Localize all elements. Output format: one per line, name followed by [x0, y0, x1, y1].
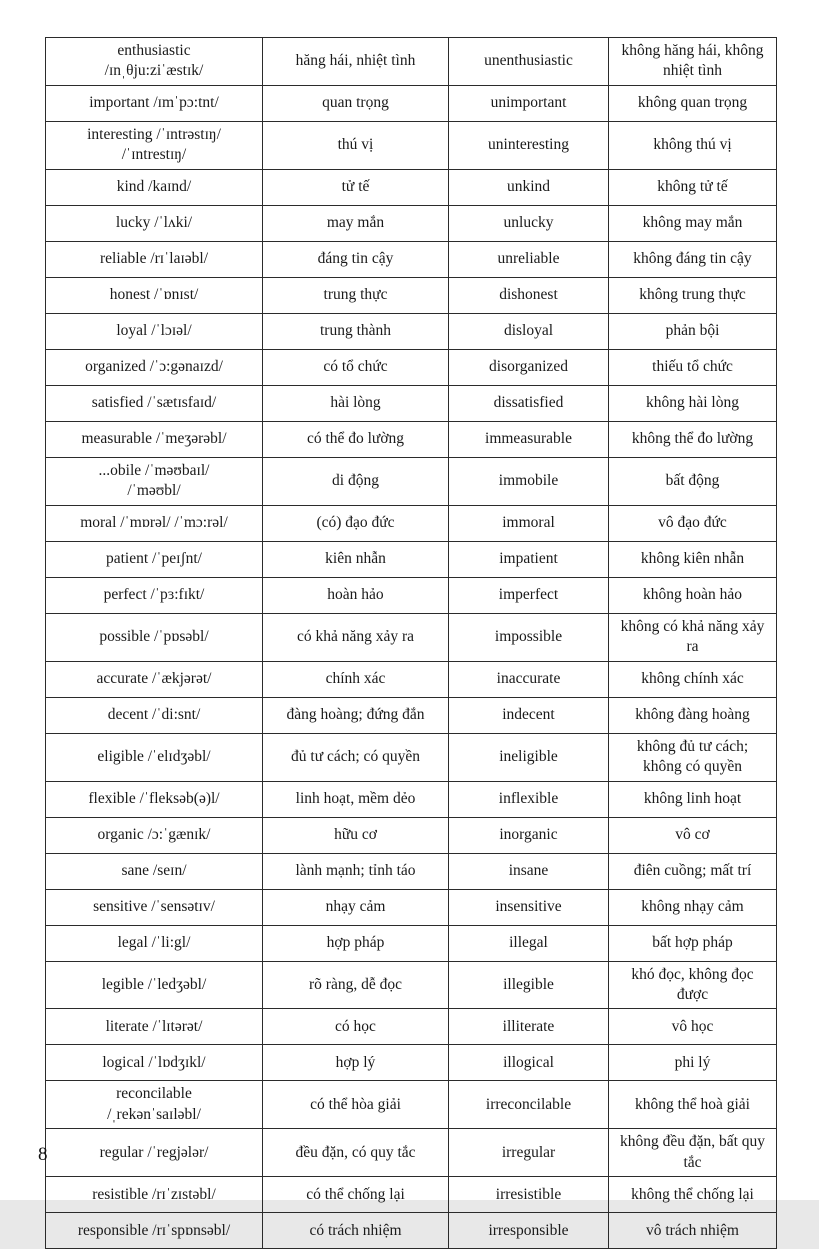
word-cell [46, 385, 263, 421]
word-line: responsible /rɪˈspɒnsəbl/ [77, 1221, 231, 1239]
meaning-cell: lành mạnh; tỉnh táo [263, 853, 449, 889]
meaning-cell: hăng hái, nhiệt tình [263, 38, 449, 86]
negative-meaning-cell: điên cuồng; mất trí [609, 853, 777, 889]
negative-cell: dissatisfied [449, 385, 609, 421]
negative-cell: insensitive [449, 889, 609, 925]
negative-cell: irresponsible [449, 1213, 609, 1249]
negative-cell: insane [449, 853, 609, 889]
meaning-cell: có thể chống lại [263, 1177, 449, 1213]
negative-meaning-cell: không tử tế [609, 169, 777, 205]
negative-meaning-cell: khó đọc, không đọc được [609, 961, 777, 1009]
word-cell [46, 1213, 263, 1249]
word-cell [46, 241, 263, 277]
word-cell [46, 889, 263, 925]
negative-meaning-cell: không đủ tư cách; không có quyền [609, 733, 777, 781]
word-cell [46, 733, 263, 781]
word-cell [46, 205, 263, 241]
word-line: reliable /rɪˈlaɪəbl/ [99, 250, 208, 268]
table-row [46, 421, 777, 457]
meaning-cell: đủ tư cách; có quyền [263, 733, 449, 781]
word-line: /ˈməʊbl/ [127, 482, 181, 500]
meaning-cell: có học [263, 1009, 449, 1045]
meaning-cell: đều đặn, có quy tắc [263, 1129, 449, 1177]
table-row [46, 505, 777, 541]
negative-cell: unkind [449, 169, 609, 205]
word-line: enthusiastic [117, 42, 191, 59]
meaning-cell: trung thành [263, 313, 449, 349]
negative-cell: disorganized [449, 349, 609, 385]
negative-cell: irresistible [449, 1177, 609, 1213]
table-row [46, 661, 777, 697]
negative-cell: illiterate [449, 1009, 609, 1045]
table-row [46, 169, 777, 205]
word-line: lucky /ˈlʌki/ [115, 214, 193, 232]
word-line: legible /ˈledʒəbl/ [101, 975, 207, 993]
word-line: ...obile /ˈməʊbaɪl/ [98, 461, 210, 479]
negative-cell: dishonest [449, 277, 609, 313]
meaning-cell: tử tế [263, 169, 449, 205]
negative-meaning-cell: không thú vị [609, 121, 777, 169]
meaning-cell: đáng tin cậy [263, 241, 449, 277]
meaning-cell: quan trọng [263, 85, 449, 121]
word-cell [46, 781, 263, 817]
meaning-cell: rõ ràng, dễ đọc [263, 961, 449, 1009]
negative-cell: imperfect [449, 577, 609, 613]
table-row [46, 541, 777, 577]
word-line: interesting /ˈɪntrəstɪŋ/ [87, 125, 221, 143]
negative-cell: inorganic [449, 817, 609, 853]
negative-meaning-cell: không quan trọng [609, 85, 777, 121]
negative-meaning-cell: không kiên nhẫn [609, 541, 777, 577]
negative-meaning-cell: vô đạo đức [609, 505, 777, 541]
table-row [46, 121, 777, 169]
word-cell [46, 817, 263, 853]
table-row [46, 85, 777, 121]
negative-cell: indecent [449, 697, 609, 733]
negative-meaning-cell: bất động [609, 457, 777, 505]
meaning-cell: đàng hoàng; đứng đắn [263, 697, 449, 733]
negative-meaning-cell: thiếu tổ chức [609, 349, 777, 385]
word-line: honest /ˈɒnɪst/ [109, 286, 199, 304]
negative-meaning-cell: không trung thực [609, 277, 777, 313]
meaning-cell: hợp lý [263, 1045, 449, 1081]
word-cell [46, 313, 263, 349]
table-row [46, 925, 777, 961]
table-row [46, 889, 777, 925]
word-line: possible /ˈpɒsəbl/ [99, 627, 209, 645]
negative-cell: irreconcilable [449, 1081, 609, 1129]
word-line: legal /ˈli:gl/ [117, 933, 191, 951]
word-cell [46, 613, 263, 661]
negative-cell: ineligible [449, 733, 609, 781]
negative-cell: impatient [449, 541, 609, 577]
negative-cell: inaccurate [449, 661, 609, 697]
negative-meaning-cell: không hài lòng [609, 385, 777, 421]
word-line: satisfied /ˈsætɪsfaɪd/ [91, 394, 217, 412]
word-line: decent /ˈdi:snt/ [107, 705, 201, 723]
word-line: perfect /ˈpɜ:fɪkt/ [103, 585, 205, 603]
negative-meaning-cell: không may mắn [609, 205, 777, 241]
table-row [46, 733, 777, 781]
word-line: regular /ˈregjələr/ [99, 1143, 209, 1161]
negative-cell: impossible [449, 613, 609, 661]
negative-meaning-cell: không đàng hoàng [609, 697, 777, 733]
negative-cell: inflexible [449, 781, 609, 817]
word-line: organized /ˈɔ:gənaɪzd/ [85, 358, 223, 376]
word-cell [46, 169, 263, 205]
word-cell [46, 121, 263, 169]
word-cell [46, 925, 263, 961]
table-row [46, 385, 777, 421]
word-cell [46, 697, 263, 733]
vocab-table [45, 37, 777, 1249]
meaning-cell: có tổ chức [263, 349, 449, 385]
negative-cell: illegal [449, 925, 609, 961]
negative-meaning-cell: vô học [609, 1009, 777, 1045]
page-number: 8 [38, 1144, 48, 1165]
negative-meaning-cell: phi lý [609, 1045, 777, 1081]
negative-meaning-cell: không linh hoạt [609, 781, 777, 817]
negative-meaning-cell: phản bội [609, 313, 777, 349]
meaning-cell: trung thực [263, 277, 449, 313]
table-row [46, 313, 777, 349]
negative-meaning-cell: bất hợp pháp [609, 925, 777, 961]
meaning-cell: thú vị [263, 121, 449, 169]
table-row [46, 38, 777, 86]
word-cell [46, 277, 263, 313]
word-line: loyal /ˈlɔɪəl/ [116, 322, 192, 340]
word-line: accurate /ˈækjərət/ [96, 669, 212, 687]
negative-cell: disloyal [449, 313, 609, 349]
table-row [46, 1009, 777, 1045]
negative-cell: irregular [449, 1129, 609, 1177]
word-cell [46, 505, 263, 541]
word-line: literate /ˈlɪtərət/ [105, 1017, 203, 1035]
negative-cell: unlucky [449, 205, 609, 241]
word-line: moral /ˈmɒrəl/ /ˈmɔ:rəl/ [80, 513, 228, 531]
word-line: /ɪnˌθju:ziˈæstɪk/ [104, 62, 204, 80]
word-cell [46, 85, 263, 121]
word-line: /ˌrekənˈsaɪləbl/ [107, 1105, 201, 1123]
negative-meaning-cell: không hoàn hảo [609, 577, 777, 613]
table-row [46, 241, 777, 277]
word-line: logical /ˈlɒdʒɪkl/ [102, 1053, 206, 1071]
negative-cell: unreliable [449, 241, 609, 277]
table-row [46, 577, 777, 613]
word-line: kind /kaɪnd/ [116, 178, 192, 196]
word-line: measurable /ˈmeʒərəbl/ [81, 430, 227, 448]
table-row [46, 781, 777, 817]
word-line: sane /seɪn/ [121, 861, 187, 879]
word-line: flexible /ˈfleksəb(ə)l/ [88, 789, 220, 807]
word-cell [46, 421, 263, 457]
table-row [46, 1045, 777, 1081]
meaning-cell: hữu cơ [263, 817, 449, 853]
negative-cell: unenthusiastic [449, 38, 609, 86]
table-row [46, 1129, 777, 1177]
word-cell [46, 1045, 263, 1081]
meaning-cell: hợp pháp [263, 925, 449, 961]
negative-meaning-cell: không thể đo lường [609, 421, 777, 457]
word-line: eligible /ˈelɪdʒəbl/ [97, 747, 211, 765]
word-cell [46, 38, 263, 86]
negative-meaning-cell: vô cơ [609, 817, 777, 853]
table-row [46, 961, 777, 1009]
negative-meaning-cell: không đều đặn, bất quy tắc [609, 1129, 777, 1177]
word-line: resistible /rɪˈzɪstəbl/ [92, 1185, 216, 1203]
negative-meaning-cell: không có khả năng xảy ra [609, 613, 777, 661]
word-cell [46, 457, 263, 505]
meaning-cell: nhạy cảm [263, 889, 449, 925]
word-cell [46, 1081, 263, 1129]
meaning-cell: có thể hòa giải [263, 1081, 449, 1129]
meaning-cell: hài lòng [263, 385, 449, 421]
negative-cell: illegible [449, 961, 609, 1009]
word-line: /ˈɪntrestɪŋ/ [121, 146, 187, 164]
table-row [46, 697, 777, 733]
meaning-cell: hoàn hảo [263, 577, 449, 613]
table-row [46, 853, 777, 889]
meaning-cell: kiên nhẫn [263, 541, 449, 577]
word-cell [46, 961, 263, 1009]
word-cell [46, 661, 263, 697]
word-line: important /ɪmˈpɔ:tnt/ [89, 94, 219, 112]
table-row [46, 817, 777, 853]
word-cell [46, 577, 263, 613]
meaning-cell: may mắn [263, 205, 449, 241]
word-cell [46, 1009, 263, 1045]
meaning-cell: linh hoạt, mềm dẻo [263, 781, 449, 817]
word-cell [46, 853, 263, 889]
meaning-cell: chính xác [263, 661, 449, 697]
negative-meaning-cell: không nhạy cảm [609, 889, 777, 925]
word-cell [46, 349, 263, 385]
word-line: reconcilable [116, 1085, 192, 1103]
negative-cell: immeasurable [449, 421, 609, 457]
negative-cell: illogical [449, 1045, 609, 1081]
meaning-cell: có thể đo lường [263, 421, 449, 457]
negative-meaning-cell: không thể hoà giải [609, 1081, 777, 1129]
table-row [46, 1081, 777, 1129]
negative-meaning-cell: không thể chống lại [609, 1177, 777, 1213]
negative-cell: uninteresting [449, 121, 609, 169]
table-row [46, 349, 777, 385]
word-cell [46, 1129, 263, 1177]
table-row [46, 277, 777, 313]
negative-meaning-cell: không chính xác [609, 661, 777, 697]
negative-meaning-cell: không hăng hái, không nhiệt tình [609, 38, 777, 86]
table-row [46, 457, 777, 505]
meaning-cell: di động [263, 457, 449, 505]
meaning-cell: (có) đạo đức [263, 505, 449, 541]
word-line: organic /ɔ:ˈgænɪk/ [97, 825, 211, 843]
word-line: sensitive /ˈsensətɪv/ [93, 897, 215, 915]
table-row [46, 205, 777, 241]
word-cell [46, 541, 263, 577]
negative-cell: immoral [449, 505, 609, 541]
negative-cell: immobile [449, 457, 609, 505]
meaning-cell: có trách nhiệm [263, 1213, 449, 1249]
table-row [46, 1213, 777, 1249]
meaning-cell: có khả năng xảy ra [263, 613, 449, 661]
negative-meaning-cell: không đáng tin cậy [609, 241, 777, 277]
vocab-table-body [46, 38, 777, 1249]
word-cell [46, 1177, 263, 1213]
negative-cell: unimportant [449, 85, 609, 121]
negative-meaning-cell: vô trách nhiệm [609, 1213, 777, 1249]
table-row [46, 1177, 777, 1213]
word-line: patient /ˈpeɪʃnt/ [106, 549, 202, 567]
table-row [46, 613, 777, 661]
